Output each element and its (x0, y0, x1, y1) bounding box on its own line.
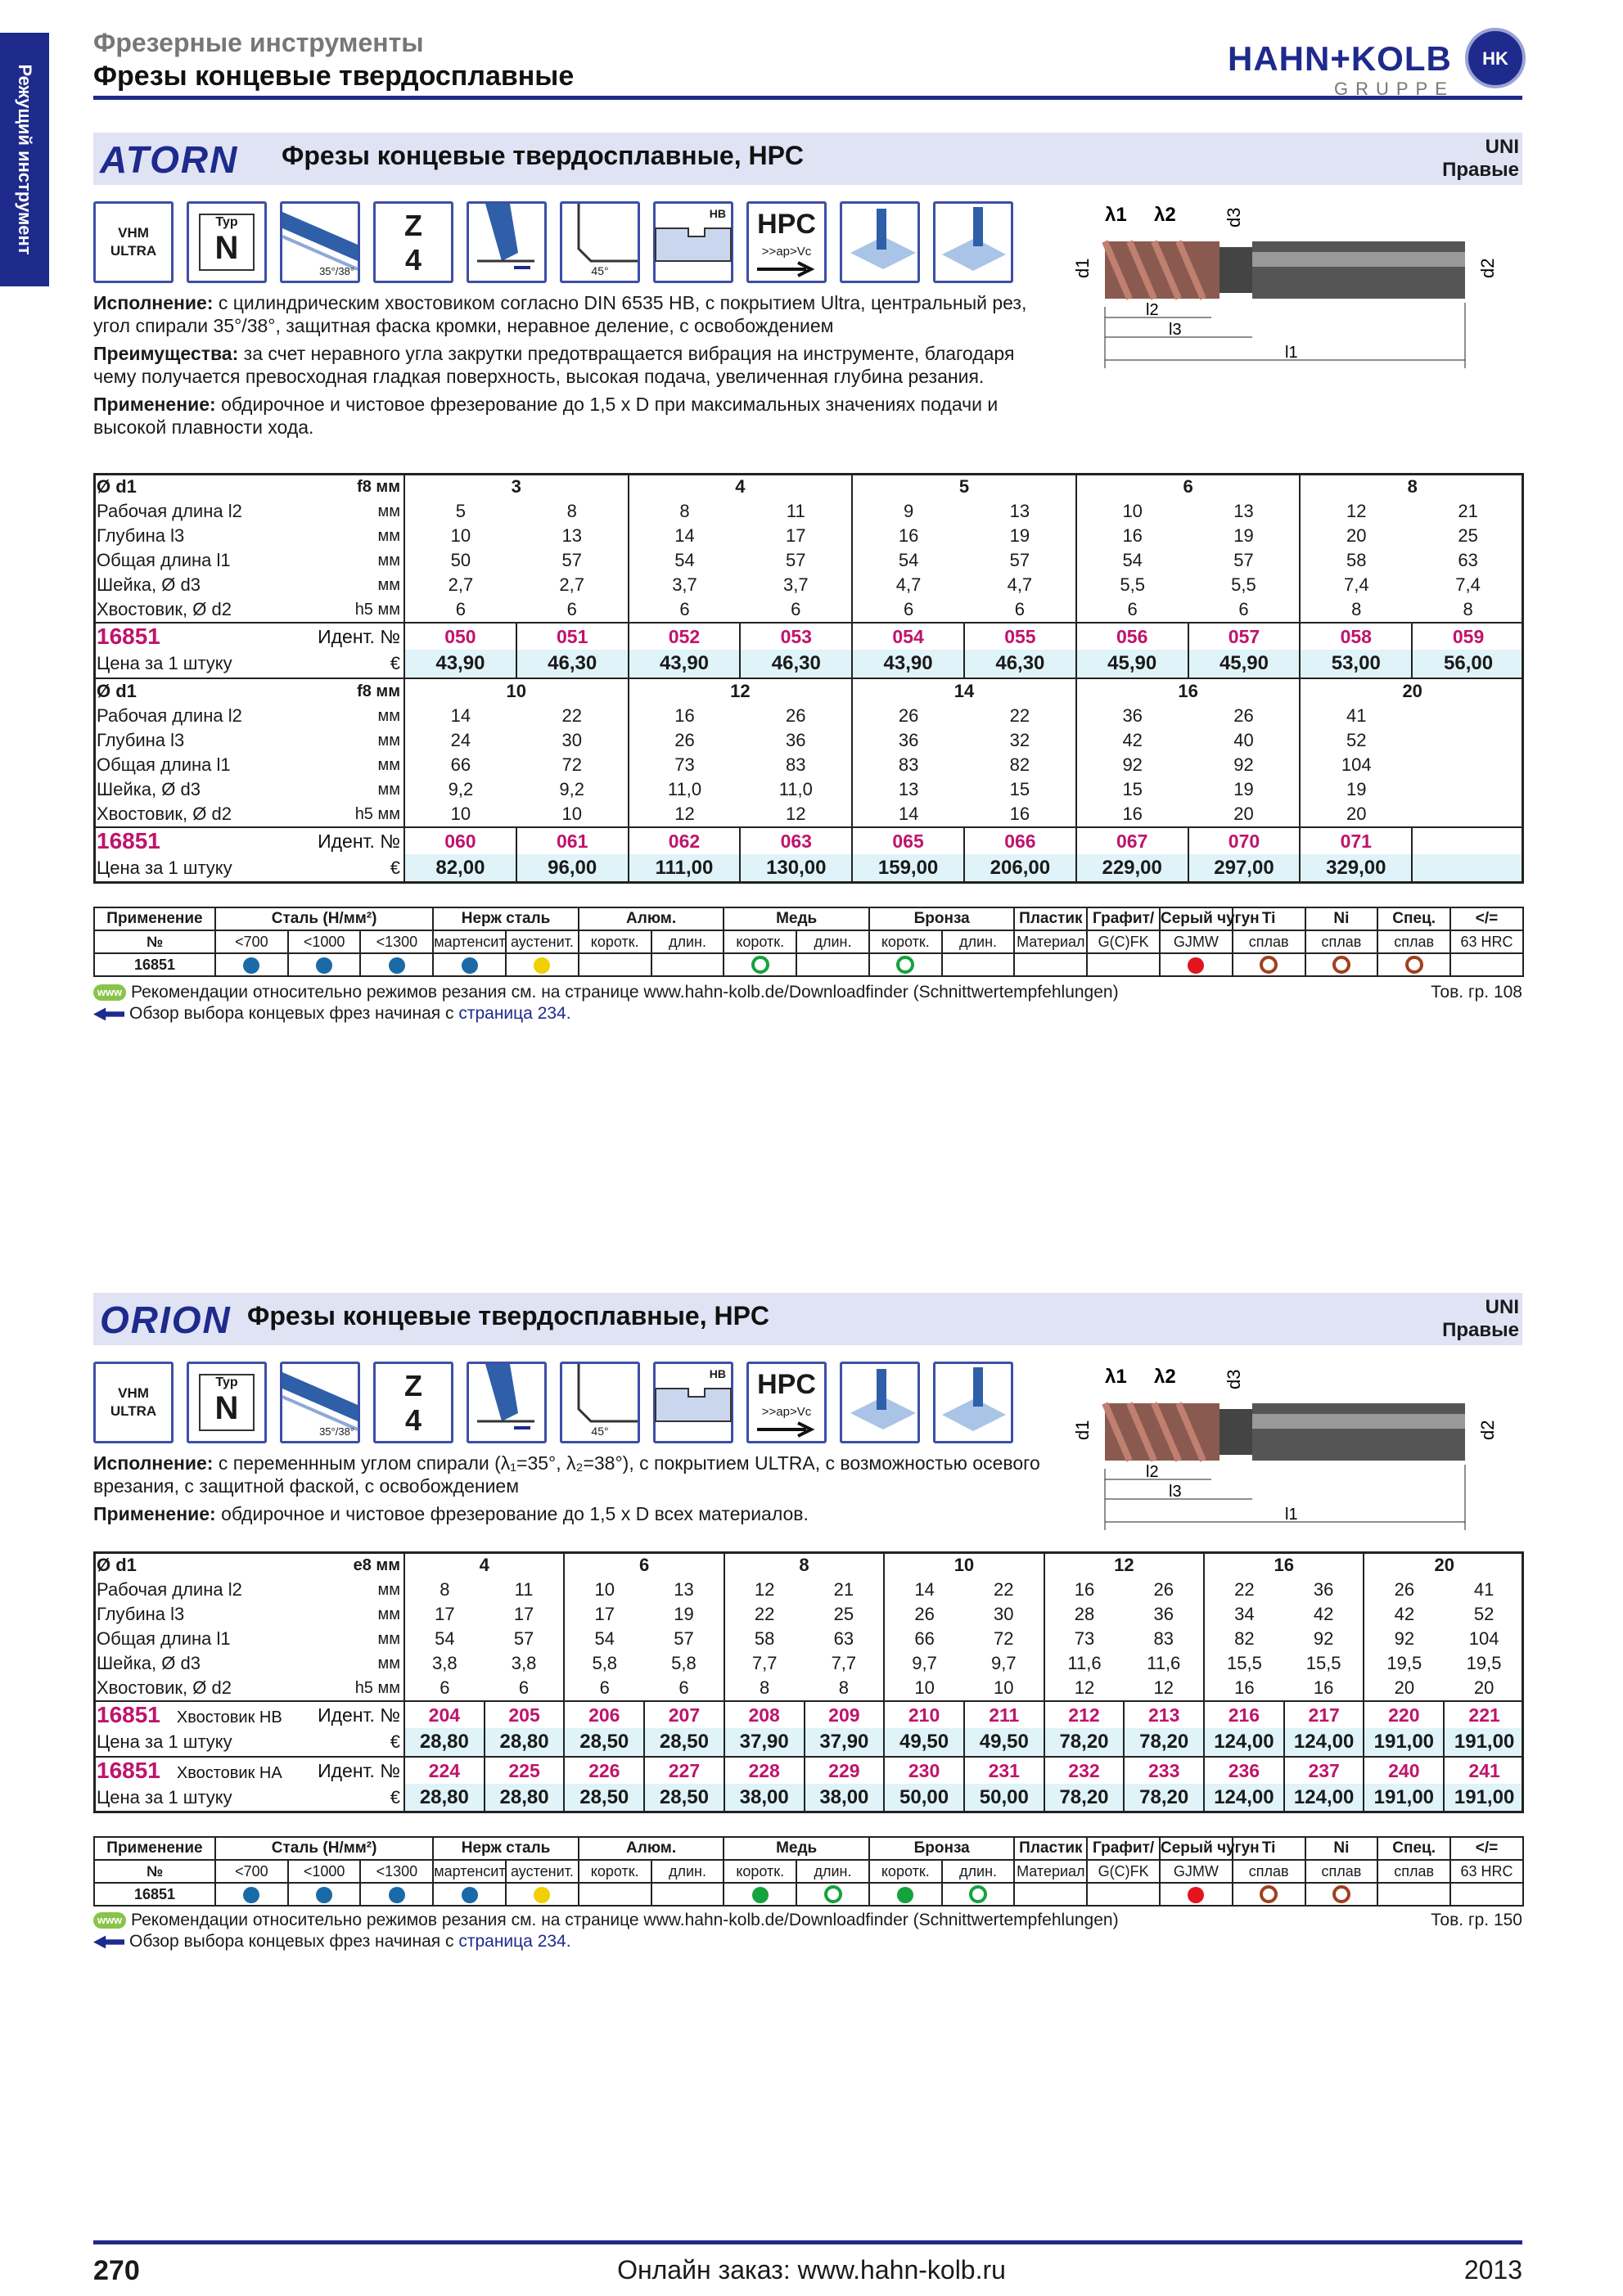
svg-text:l1: l1 (1285, 1506, 1298, 1524)
suitability-dot (1260, 956, 1278, 974)
svg-text:λ1: λ1 (1105, 1366, 1127, 1388)
svg-text:λ2: λ2 (1154, 1366, 1176, 1388)
flutes-icon: Z 4 (373, 201, 453, 283)
face-milling-icon (933, 1362, 1013, 1443)
svg-text:l2: l2 (1146, 1463, 1159, 1481)
desc-paragraph: Преимущества: за счет неравного угла закрутки предотвращается вибрация на инструменте, благодаря чему получается превосходная гладкая поверхность, высокая подача, увеличенная глубина резания. (93, 343, 1015, 387)
suitability-dot (1188, 1887, 1204, 1903)
desc-paragraph: Применение: обдирочное и чистовое фрезерование до 1,5 x D всех материалов. (93, 1503, 809, 1524)
center-cut-icon (467, 201, 547, 283)
page-number: 270 (93, 2255, 140, 2286)
svg-text:l3: l3 (1169, 321, 1182, 339)
suitability-dot (896, 956, 914, 974)
orion-logo: ORION (100, 1299, 232, 1341)
type-n-icon: Typ N (187, 1362, 267, 1443)
section2-tool-drawing (1064, 1358, 1522, 1538)
section2-icons (93, 1362, 1026, 1448)
suitability-dot (534, 957, 550, 974)
suitability-dot (1405, 956, 1423, 974)
section2-notes: www Рекомендации относительно режимов резания см. на странице www.hahn-kolb.de/Downloadfinder (Schnittwertempfehlungen) Обзор выбора концевых фрез начиная с страница 234. Тов. гр. 150 (93, 1910, 1522, 1952)
vhm-ultra-icon: VHM ULTRA (93, 201, 174, 283)
suitability-dot (389, 1887, 405, 1903)
suitability-dot (243, 1887, 259, 1903)
svg-text:d2: d2 (1477, 1420, 1498, 1440)
chamfer-icon: 45° (560, 1362, 640, 1443)
flutes-icon: Z 4 (373, 1362, 453, 1443)
shank-hb-icon: HB (653, 201, 733, 283)
desc-paragraph: Применение: обдирочное и чистовое фрезерование до 1,5 x D при максимальных значениях подачи и высокой плавности хода. (93, 394, 999, 438)
section2-application-table: Применение Сталь (Н/мм²) Нерж сталь Алюм. Медь Бронза Пластик Графит/ Серый чугун Ti Ni Спец. </= № <700 <1000 <1300 мартенсит. аустенит. коротк. длин. коротк. длин. коротк. длин. Материал G(C)FK GJMW сплав сплав сплав 63 HRC 16851 (93, 1836, 1524, 1907)
suitability-dot (534, 1887, 550, 1903)
section1-uni: UNI Правые (1442, 136, 1519, 181)
svg-text:l2: l2 (1146, 301, 1159, 319)
suitability-dot (462, 957, 478, 974)
section1-spec-table: Ø d1 f8 мм 3 4 5 6 8 Рабочая длина l2 мм 5 8 8 11 9 13 10 13 12 21 Глубина l3 мм 10 13 14 17 16 19 16 19 20 25 Общая длина l1 мм 50 57 54 57 54 57 54 57 58 63 Шейка, Ø d3 мм 2,7 2,7 3,7 3,7 4,7 4,7 5,5 5,5 7,4 7,4 Хвостовик, Ø d2 h5 мм 6 6 6 6 6 6 6 6 8 8 16851 Идент. № 050 051 052 053 054 055 056 057 058 059 Цена за 1 штуку € 43,90 46,30 43,90 46,30 43,90 46,30 45,90 45,90 53,00 56,00 Ø d1 f8 мм 10 12 14 16 20 Рабочая длина l2 мм 14 22 16 26 26 22 36 26 41 Глубина l3 мм 24 30 26 36 36 32 42 40 52 Общая длина l1 мм 66 72 73 83 83 82 92 92 104 Шейка, Ø d3 мм 9,2 9,2 11,0 11,0 13 15 15 19 19 Хвостовик, Ø d2 h5 мм 10 10 12 12 14 16 16 20 20 16851 Идент. № 060 061 062 063 065 066 067 070 071 Цена за 1 штуку € 82,00 96,00 111,00 130,00 159,00 206,00 229,00 297,00 329,00 (93, 473, 1524, 884)
suitability-dot (243, 957, 259, 974)
suitability-dot (1260, 1885, 1278, 1903)
desc-paragraph: Исполнение: с цилиндрическим хвостовиком согласно DIN 6535 HB, с покрытием Ultra, центральный рез, угол спирали 35°/38°, защитная фаска кромки, неравное деление, с освобождением (93, 292, 1027, 336)
page-link[interactable]: страница 234. (458, 1004, 571, 1023)
hpc-icon: HPC >>ap>Vc (746, 1362, 827, 1443)
svg-text:d1: d1 (1072, 1420, 1093, 1440)
svg-text:λ2: λ2 (1154, 204, 1176, 226)
footer-divider (93, 2240, 1522, 2244)
header-title: Фрезы концевые твердосплавные (93, 61, 575, 92)
section1-title: Фрезы концевые твердосплавные, HPC (282, 141, 805, 170)
suitability-dot (462, 1887, 478, 1903)
suitability-dot (969, 1885, 987, 1903)
suitability-dot (1332, 956, 1350, 974)
suitability-dot (316, 1887, 332, 1903)
svg-text:d2: d2 (1477, 258, 1498, 278)
section2-band (93, 1293, 1522, 1345)
arrow-left-icon (93, 1007, 124, 1020)
suitability-dot (316, 957, 332, 974)
desc-paragraph: Исполнение: с переменнным углом спирали (λ₁=35°, λ₂=38°), с покрытием ULTRA, с возможностью осевого врезания, с защитной фаской, с освобождением (93, 1452, 1040, 1497)
suitability-dot (1188, 957, 1204, 974)
helix-angle-icon: 35°/38° (280, 1362, 360, 1443)
section1-band (93, 133, 1522, 185)
shank-hb-icon: HB (653, 1362, 733, 1443)
section1-description (93, 291, 1043, 443)
helix-angle-icon: 35°/38° (280, 201, 360, 283)
svg-text:d3: d3 (1224, 1369, 1244, 1389)
section2-uni: UNI Правые (1442, 1296, 1519, 1341)
section1-application-table: Применение Сталь (Н/мм²) Нерж сталь Алюм. Медь Бронза Пластик Графит/ Серый чугун Ti Ni Спец. </= № <700 <1000 <1300 мартенсит. аустенит. коротк. длин. коротк. длин. коротк. длин. Материал G(C)FK GJMW сплав сплав сплав 63 HRC 16851 (93, 907, 1524, 977)
side-tab: Режущий инструмент (0, 33, 49, 286)
header-divider (93, 96, 1522, 100)
section2-description (93, 1452, 1043, 1530)
suitability-dot (824, 1885, 842, 1903)
footer-year: 2013 (1463, 2255, 1522, 2285)
center-cut-icon (467, 1362, 547, 1443)
vhm-ultra-icon: VHM ULTRA (93, 1362, 174, 1443)
section2-title: Фрезы концевые твердосплавные, HPC (247, 1301, 770, 1330)
suitability-dot (1332, 1885, 1350, 1903)
svg-text:λ1: λ1 (1105, 204, 1127, 226)
hpc-icon: HPC >>ap>Vc (746, 201, 827, 283)
suitability-dot (752, 1887, 769, 1903)
svg-text:l1: l1 (1285, 344, 1298, 362)
face-milling-icon (933, 201, 1013, 283)
section2-spec-table: Ø d1 e8 мм 4 6 8 10 12 16 20 Рабочая длина l2 мм 8 11 10 13 12 21 14 22 16 26 22 36 26 41 Глубина l3 мм 17 17 17 19 22 25 26 30 28 36 34 42 42 52 Общая длина l1 мм 54 57 54 57 58 63 66 72 73 83 82 92 92 104 Шейка, Ø d3 мм 3,8 3,8 5,8 5,8 7,7 7,7 9,7 9,7 11,6 11,6 15,5 15,5 19,5 19,5 Хвостовик, Ø d2 h5 мм 6 6 6 6 8 8 10 10 12 12 16 16 20 20 16851 Хвостовик HB Идент. № 204 205 206 207 208 209 210 211 212 213 216 217 220 221 Цена за 1 штуку € 28,80 28,80 28,50 28,50 37,90 37,90 49,50 49,50 78,20 78,20 124,00 124,00 191,00 191,00 16851 Хвостовик HA Идент. № 224 225 226 227 228 229 230 231 232 233 236 237 240 241 Цена за 1 штуку € 28,80 28,80 28,50 28,50 38,00 38,00 50,00 50,00 78,20 78,20 124,00 124,00 191,00 191,00 (93, 1551, 1524, 1813)
suitability-dot (389, 957, 405, 974)
hahn-kolb-logo: HAHN+KOLB GRUPPE HK (1228, 28, 1522, 93)
suitability-dot (897, 1887, 913, 1903)
www-icon: www (93, 984, 126, 1001)
slot-milling-icon (840, 201, 920, 283)
section1-tool-drawing (1064, 196, 1522, 376)
svg-text:d1: d1 (1072, 258, 1093, 278)
suitability-dot (751, 956, 769, 974)
footer-order-url: Онлайн заказ: www.hahn-kolb.ru (617, 2255, 1006, 2285)
svg-text:d3: d3 (1224, 207, 1244, 227)
arrow-left-icon (93, 1935, 124, 1948)
section1-notes: www Рекомендации относительно режимов резания см. на странице www.hahn-kolb.de/Downloadfinder (Schnittwertempfehlungen) Обзор выбора концевых фрез начиная с страница 234. Тов. гр. 108 (93, 982, 1522, 1024)
section1-icons (93, 201, 1026, 288)
www-icon: www (93, 1912, 126, 1929)
chamfer-icon: 45° (560, 201, 640, 283)
type-n-icon: Typ N (187, 201, 267, 283)
svg-text:l3: l3 (1169, 1483, 1182, 1501)
slot-milling-icon (840, 1362, 920, 1443)
atorn-logo: ATORN (100, 138, 239, 181)
page-link[interactable]: страница 234. (458, 1932, 571, 1951)
header-category: Фрезерные инструменты (93, 28, 424, 57)
